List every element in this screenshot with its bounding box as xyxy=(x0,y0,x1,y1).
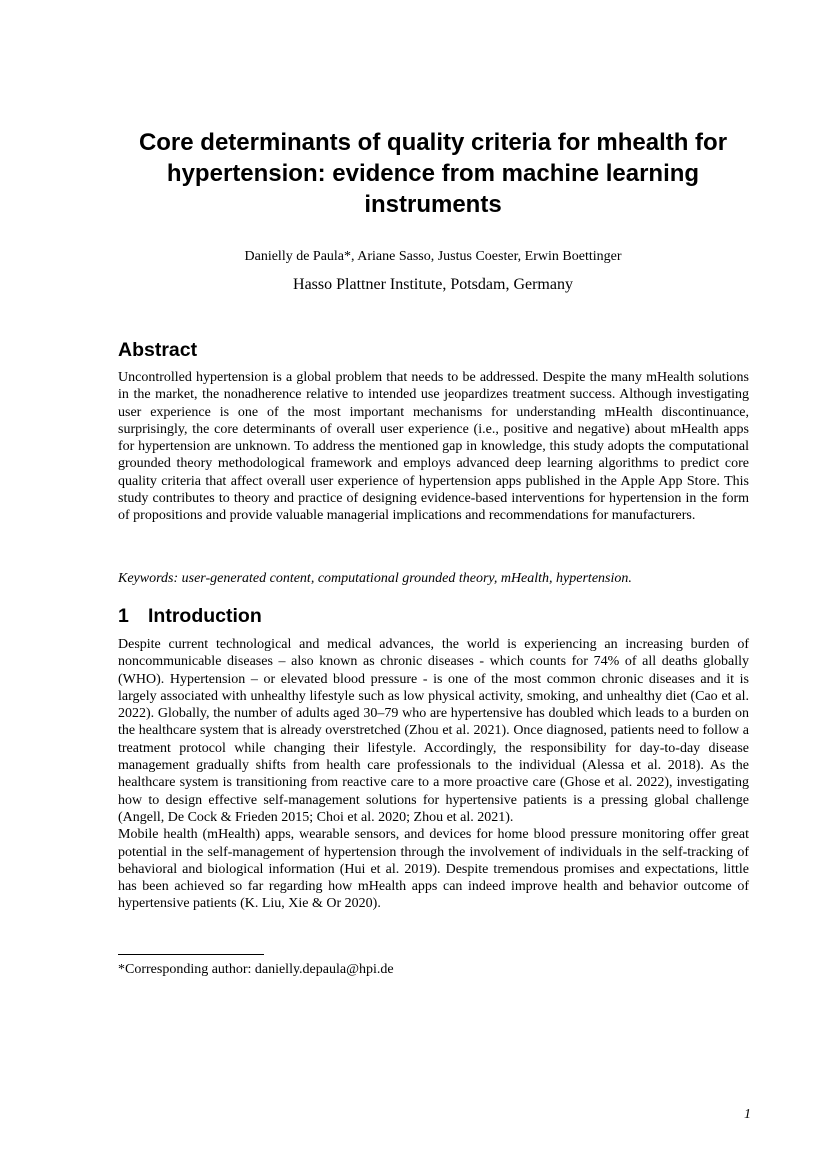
introduction-paragraph-2: Mobile health (mHealth) apps, wearable sensors, and devices for home blood pressure monitoring offer great potential in the self-management of hypertension through the involvement of individuals in the self-tracking of behavioral and biological information (Hui et al. 2019). Despite tremendous promises and expectations, little has been achieved so far regarding how mHealth apps can indeed improve health and behavior outcome of hypertensive patients (K. Liu, Xie & Or 2020). xyxy=(118,827,749,912)
page-number: 1 xyxy=(744,1107,751,1122)
author-list: Danielly de Paula*, Ariane Sasso, Justus Coester, Erwin Boettinger xyxy=(244,249,622,264)
keywords: Keywords: user-generated content, computational grounded theory, mHealth, hypertension. xyxy=(118,571,632,586)
footnote-rule xyxy=(118,954,264,955)
introduction-body xyxy=(118,636,749,913)
section-number: 1 xyxy=(118,605,129,627)
introduction-heading xyxy=(118,604,262,628)
introduction-paragraph-1: Despite current technological and medical advances, the world is experiencing an increasing burden of noncommunicable diseases – also known as chronic diseases - which counts for 74% of all deaths globally (WHO). Hypertension – or elevated blood pressure - is one of the most common chronic diseases and it is largely associated with unhealthy lifestyle such as low physical activity, smoking, and unhealthy diet (Cao et al. 2022). Globally, the number of adults aged 30–79 who are hypertensive has doubled which leads to a burden on the healthcare system that is already overstretched (Zhou et al. 2021). Once diagnosed, patients need to follow a treatment protocol while changing their lifestyle. Accordingly, the responsibility for day-to-day disease management gradually shifts from health care professionals to the individual (Alessa et al. 2018). As the healthcare system is transitioning from reactive care to a more proactive care (Ghose et al. 2022), investigating how to design effective self-management solutions for hypertensive patients is a pressing global challenge (Angell, De Cock & Frieden 2015; Choi et al. 2020; Zhou et al. 2021). xyxy=(118,637,749,825)
footnote: *Corresponding author: danielly.depaula@hpi.de xyxy=(118,962,394,977)
section-title: Introduction xyxy=(148,605,262,627)
abstract-body: Uncontrolled hypertension is a global problem that needs to be addressed. Despite the many mHealth solutions in the market, the nonadherence relative to intended use jeopardizes treatment success. Although investigating user experience is one of the most important mechanisms for understanding mHealth discontinuance, surprisingly, the core determinants of overall user experience (i.e., positive and negative) about mHealth apps for hypertension are unknown. To address the mentioned gap in knowledge, this study adopts the computational grounded theory methodological framework and employs advanced deep learning algorithms to predict core quality criteria that affect overall user experience of hypertension apps published in the Apple App Store. This study contributes to theory and practice of designing evidence-based interventions for hypertension in the form of propositions and provide valuable managerial implications and recommendations for manufacturers. xyxy=(118,370,749,524)
abstract-heading: Abstract xyxy=(118,339,198,361)
affiliation: Hasso Plattner Institute, Potsdam, Germany xyxy=(293,276,573,293)
paper-title: Core determinants of quality criteria for mhealth for hypertension: evidence from machine learning instruments xyxy=(138,129,728,218)
